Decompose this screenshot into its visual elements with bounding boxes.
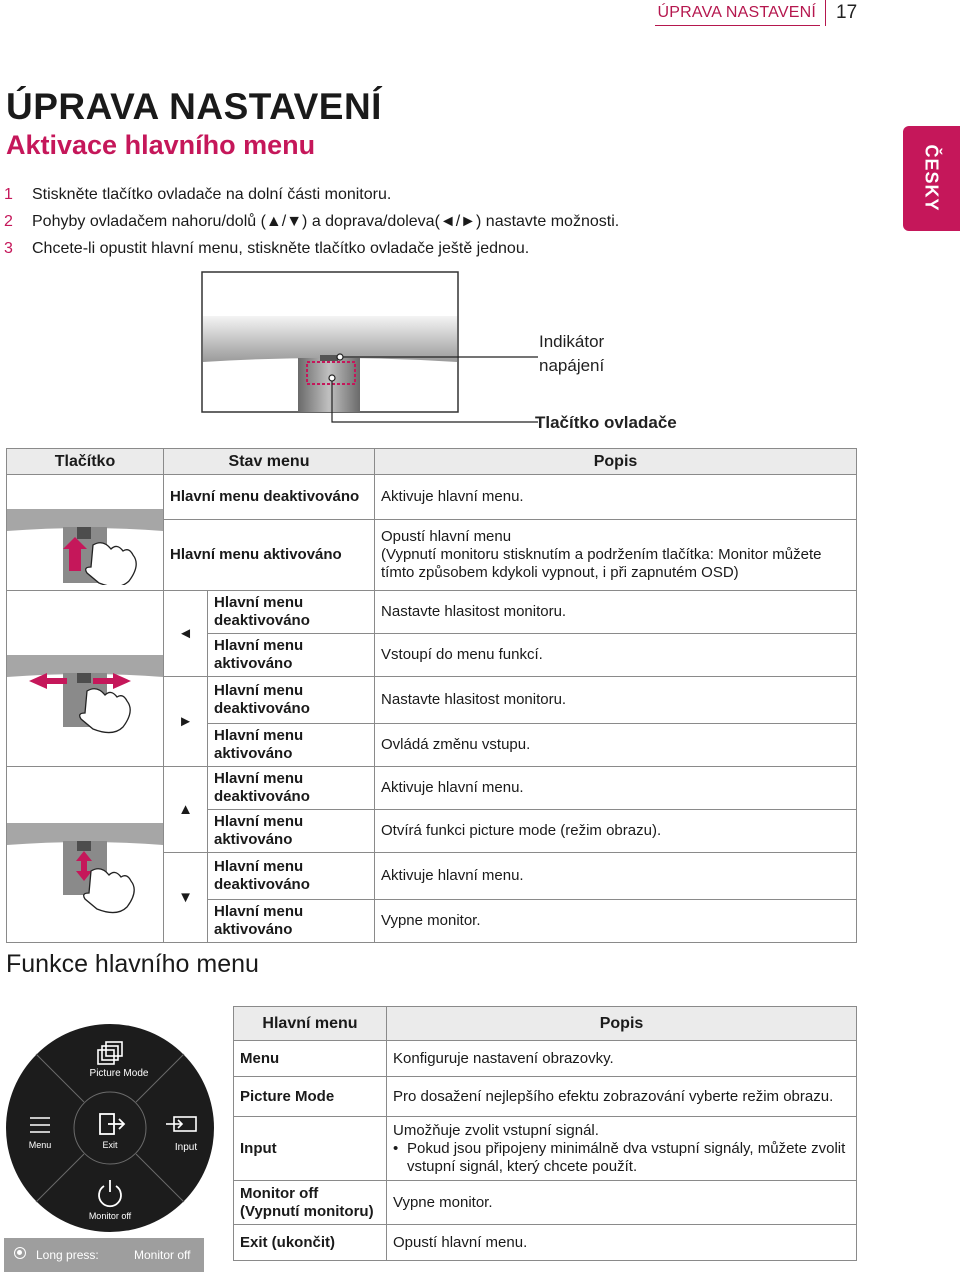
step-item <box>4 238 619 265</box>
menu-item-line: (Vypnutí monitoru) <box>240 1202 374 1220</box>
osd-picture-mode-label: Picture Mode <box>89 1068 149 1079</box>
bullet-dot: • <box>393 1139 399 1157</box>
menu-state-cell: Hlavní menu aktivováno <box>208 634 375 677</box>
down-arrow-symbol: ▼ <box>164 853 208 943</box>
menu-state-cell: Hlavní menu aktivováno <box>208 810 375 853</box>
table-row <box>234 1077 857 1117</box>
page-title: ÚPRAVA NASTAVENÍ <box>6 86 382 127</box>
description-cell: Vypne monitor. <box>387 1181 857 1225</box>
header-underline <box>655 25 820 26</box>
description-cell: Otvírá funkci picture mode (režim obrazu). <box>375 810 857 853</box>
table-row <box>7 475 857 520</box>
description-cell: Aktivuje hlavní menu. <box>375 853 857 900</box>
step-number: 3 <box>4 240 13 257</box>
menu-state-cell: Hlavní menu deaktivováno <box>208 853 375 900</box>
description-cell: Nastavte hlasitost monitoru. <box>375 677 857 724</box>
table-row <box>7 591 857 634</box>
left-right-illustration-cell <box>7 591 164 767</box>
main-menu-functions-title: Funkce hlavního menu <box>6 950 259 978</box>
description-cell: Nastavte hlasitost monitoru. <box>375 591 857 634</box>
joystick-label: Tlačítko ovladače <box>535 413 677 432</box>
menu-item-cell: Picture Mode <box>234 1077 387 1117</box>
step-number: 1 <box>4 186 13 203</box>
menu-item-cell: Exit (ukončit) <box>234 1225 387 1261</box>
language-tab-label: ČESKY <box>921 144 942 212</box>
description-line: Opustí hlavní menu <box>381 527 512 545</box>
table-header-row <box>7 449 857 475</box>
press-illustration <box>7 475 163 585</box>
long-press-value: Monitor off <box>134 1248 191 1262</box>
header-button: Tlačítko <box>7 449 164 475</box>
monitor-figure <box>200 270 900 440</box>
description-cell: Opustí hlavní menu. <box>387 1225 857 1261</box>
header-separator <box>825 0 826 26</box>
step-text: Stiskněte tlačítko ovladače na dolní části monitoru. <box>32 186 392 203</box>
page-number: 17 <box>836 2 858 23</box>
step-item <box>4 211 619 238</box>
button-functions-table <box>6 448 857 943</box>
menu-item-cell <box>234 1181 387 1225</box>
menu-state-cell: Hlavní menu deaktivováno <box>208 591 375 634</box>
press-illustration-cell <box>7 475 164 591</box>
menu-state-cell: Hlavní menu deaktivováno <box>208 677 375 724</box>
description-cell: Aktivuje hlavní menu. <box>375 767 857 810</box>
osd-menu-label: Menu <box>28 1140 52 1150</box>
menu-item-cell: Menu <box>234 1041 387 1077</box>
bullet-item <box>393 1140 850 1176</box>
header-section-title: ÚPRAVA NASTAVENÍ <box>657 4 816 21</box>
table-row <box>234 1225 857 1261</box>
menu-state-cell: Hlavní menu aktivováno <box>164 519 375 590</box>
steps-list <box>4 184 619 265</box>
menu-state-cell: Hlavní menu aktivováno <box>208 724 375 767</box>
header-description: Popis <box>387 1007 857 1041</box>
up-down-illustration <box>7 767 163 937</box>
table-row <box>7 767 857 810</box>
osd-input-label: Input <box>174 1142 198 1153</box>
table-row <box>234 1181 857 1225</box>
language-tab <box>903 126 960 231</box>
description-cell: Ovládá změnu vstupu. <box>375 724 857 767</box>
description-line: (Vypnutí monitoru stisknutím a podržením tlačítka: Monitor můžete tímto způsobem kdykoli vypnout, i při zapnutém OSD) <box>381 545 822 581</box>
menu-state-cell: Hlavní menu deaktivováno <box>164 475 375 520</box>
header-menu-state: Stav menu <box>164 449 375 475</box>
description-cell: Konfiguruje nastavení obrazovky. <box>387 1041 857 1077</box>
main-menu-table <box>233 1006 857 1261</box>
right-arrow-symbol: ► <box>164 677 208 767</box>
description-cell: Vypne monitor. <box>375 900 857 943</box>
menu-state-cell: Hlavní menu deaktivováno <box>208 767 375 810</box>
table-header-row <box>234 1007 857 1041</box>
left-arrow-symbol: ◄ <box>164 591 208 677</box>
bullet-text: Pokud jsou připojeny minimálně dva vstupní signály, můžete zvolit vstupní signál, který chcete použít. <box>407 1139 846 1175</box>
header-main-menu: Hlavní menu <box>234 1007 387 1041</box>
long-press-bar <box>4 1238 204 1272</box>
step-text: Pohyby ovladačem nahoru/dolů (▲/▼) a doprava/doleva(◄/►) nastavte možnosti. <box>32 213 620 230</box>
step-number: 2 <box>4 213 13 230</box>
section-subtitle: Aktivace hlavního menu <box>6 130 316 160</box>
menu-item-line: Monitor off <box>240 1184 319 1202</box>
table-row <box>234 1041 857 1077</box>
long-press-label: Long press: <box>36 1248 99 1262</box>
description-cell: Pro dosažení nejlepšího efektu zobrazování vyberte režim obrazu. <box>387 1077 857 1117</box>
description-cell: Aktivuje hlavní menu. <box>375 475 857 520</box>
osd-menu-wheel <box>4 1022 216 1234</box>
left-right-illustration <box>7 591 163 761</box>
table-row <box>234 1117 857 1181</box>
joystick-icon <box>14 1247 26 1259</box>
power-indicator-label: Indikátor <box>539 332 605 351</box>
up-down-illustration-cell <box>7 767 164 943</box>
description-cell <box>387 1117 857 1181</box>
menu-item-cell: Input <box>234 1117 387 1181</box>
description-line: Umožňuje zvolit vstupní signál. <box>393 1121 599 1139</box>
step-item <box>4 184 619 211</box>
osd-exit-label: Exit <box>102 1140 118 1150</box>
step-text: Chcete-li opustit hlavní menu, stiskněte tlačítko ovladače ještě jednou. <box>32 240 530 257</box>
up-arrow-symbol: ▲ <box>164 767 208 853</box>
header-description: Popis <box>375 449 857 475</box>
description-cell <box>375 519 857 590</box>
power-indicator-label-line2: napájení <box>539 356 605 375</box>
menu-state-cell: Hlavní menu aktivováno <box>208 900 375 943</box>
description-cell: Vstoupí do menu funkcí. <box>375 634 857 677</box>
osd-monitor-off-label: Monitor off <box>88 1211 132 1221</box>
